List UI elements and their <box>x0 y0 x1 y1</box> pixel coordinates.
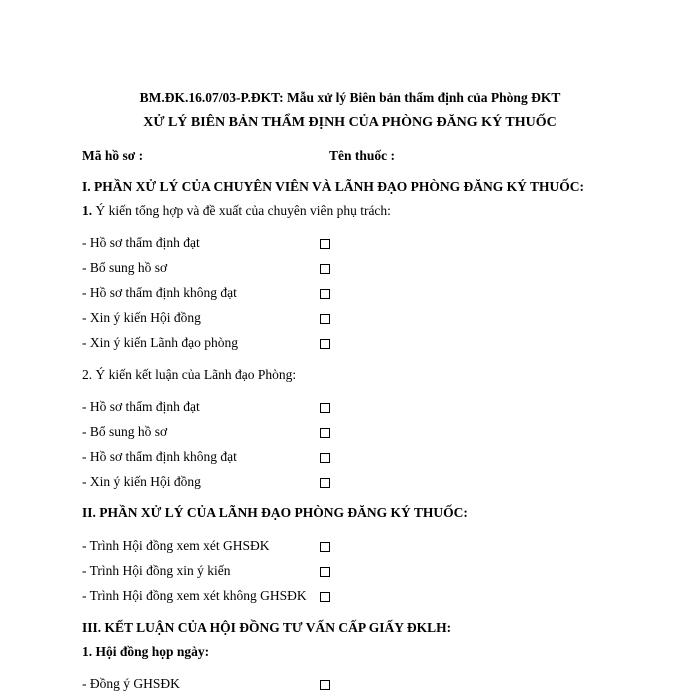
option-label: - Đồng ý GHSĐK <box>82 676 180 691</box>
option-label: - Xin ý kiến Hội đồng <box>82 310 201 325</box>
option-label: - Trình Hội đồng xin ý kiến <box>82 563 231 578</box>
option-label: - Xin ý kiến Lãnh đạo phòng <box>82 335 238 350</box>
checkbox[interactable] <box>320 592 330 602</box>
document-title: XỬ LÝ BIÊN BẢN THẨM ĐỊNH CỦA PHÒNG ĐĂNG KÝ THUỐC <box>143 115 557 130</box>
option-label: - Hồ sơ thẩm định không đạt <box>82 449 237 464</box>
option-label: - Hồ sơ thẩm định đạt <box>82 399 200 414</box>
option-label: - Bổ sung hồ sơ <box>82 424 168 439</box>
ten-thuoc-label: Tên thuốc : <box>329 148 396 163</box>
checkbox[interactable] <box>320 264 330 274</box>
form-code: BM.ĐK.16.07/03-P.ĐKT: Mẫu xử lý Biên bản thẩm định của Phòng ĐKT <box>139 90 561 105</box>
section-2-heading: II. PHẦN XỬ LÝ CỦA LÃNH ĐẠO PHÒNG ĐĂNG KÝ THUỐC: <box>82 505 468 520</box>
checkbox[interactable] <box>320 239 330 249</box>
checkbox[interactable] <box>320 289 330 299</box>
option-label: - Trình Hội đồng xem xét GHSĐK <box>82 538 270 553</box>
section-3-sub-1-title: 1. Hội đồng họp ngày: <box>82 644 210 659</box>
ma-ho-so-label: Mã hồ sơ : <box>82 148 144 163</box>
option-label: - Hồ sơ thẩm định không đạt <box>82 285 237 300</box>
option-label: - Trình Hội đồng xem xét không GHSĐK <box>82 588 307 603</box>
checkbox[interactable] <box>320 339 330 349</box>
checkbox[interactable] <box>320 428 330 438</box>
checkbox[interactable] <box>320 567 330 577</box>
option-label: - Hồ sơ thẩm định đạt <box>82 235 200 250</box>
option-label: - Xin ý kiến Hội đồng <box>82 474 201 489</box>
checkbox[interactable] <box>320 680 330 690</box>
checkbox[interactable] <box>320 403 330 413</box>
section-3-heading: III. KẾT LUẬN CỦA HỘI ĐỒNG TƯ VẤN CẤP GIẤY ĐKLH: <box>82 620 452 635</box>
checkbox[interactable] <box>320 314 330 324</box>
checkbox[interactable] <box>320 453 330 463</box>
section-1-heading: I. PHẦN XỬ LÝ CỦA CHUYÊN VIÊN VÀ LÃNH ĐẠO PHÒNG ĐĂNG KÝ THUỐC: <box>82 179 585 194</box>
checkbox[interactable] <box>320 542 330 552</box>
checkbox[interactable] <box>320 478 330 488</box>
option-label: - Bổ sung hồ sơ <box>82 260 168 275</box>
section-1-sub-1-title: 1. Ý kiến tổng hợp và đề xuất của chuyên viên phụ trách: <box>82 203 391 218</box>
section-1-sub-2-title: 2. Ý kiến kết luận của Lãnh đạo Phòng: <box>82 367 297 382</box>
